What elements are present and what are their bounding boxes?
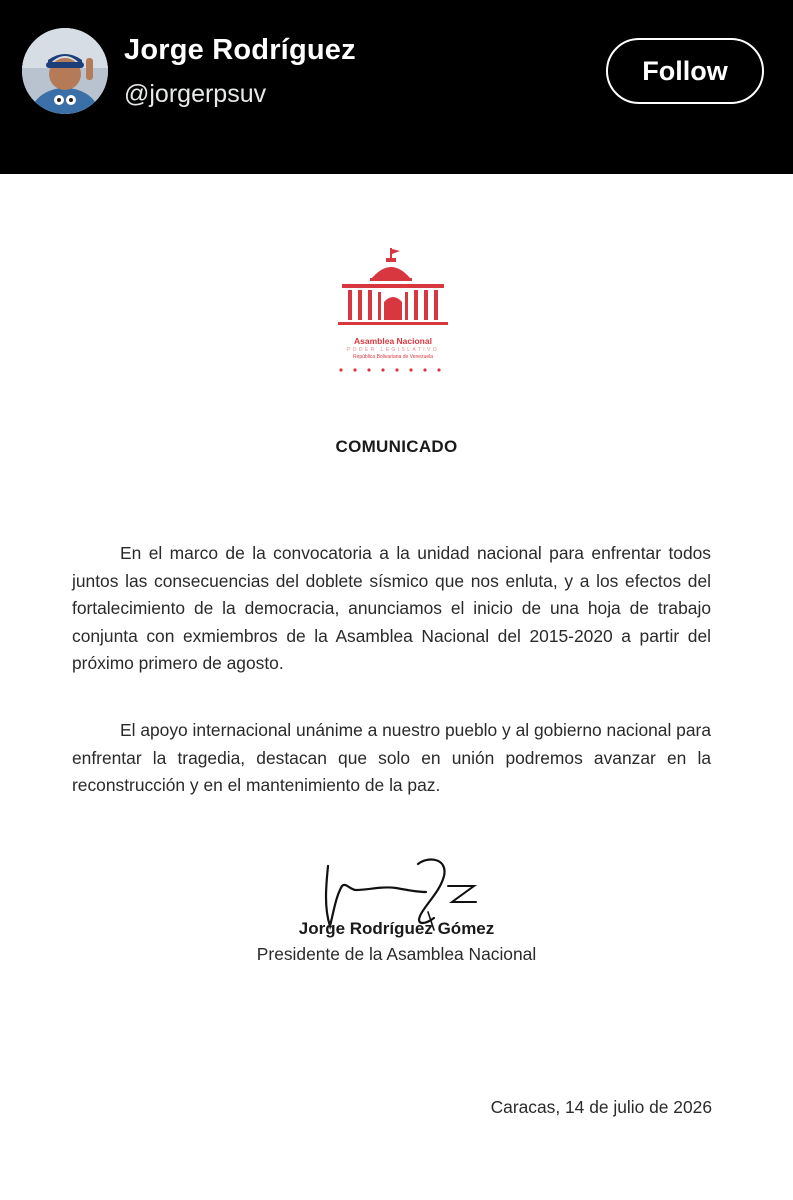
logo-subtitle: PODER LEGISLATIVO bbox=[346, 347, 440, 353]
logo-country: República Bolivariana de Venezuela bbox=[352, 354, 434, 360]
user-handle[interactable]: @jorgerpsuv bbox=[124, 80, 267, 108]
stars-row-icon bbox=[335, 367, 451, 373]
display-name[interactable]: Jorge Rodríguez bbox=[124, 34, 356, 66]
avatar-photo-icon bbox=[22, 28, 108, 114]
place-date: Caracas, 14 de julio de 2026 bbox=[490, 1097, 712, 1117]
paragraph-2: El apoyo internacional unánime a nuestro pueblo y al gobierno nacional para enfrentar la tragedia, destacan que solo en unión podremos avanzar en la reconstrucción y en el mantenimiento de la paz. bbox=[72, 720, 711, 795]
paragraph-1: En el marco de la convocatoria a la unidad nacional para enfrentar todos juntos las consecuencias del doblete sísmico que nos enluta, y a los efectos del fortalecimiento de la democracia, anunciamos el inicio de una hoja de trabajo conjunta con exmiembros de la Asamblea Nacional del 2015-2020 a partir del próximo primero de agosto. bbox=[72, 543, 711, 673]
avatar[interactable] bbox=[22, 28, 108, 114]
signer-name: Jorge Rodríguez Gómez bbox=[298, 919, 495, 938]
document-title: COMUNICADO bbox=[335, 437, 458, 456]
logo-org-name: Asamblea Nacional bbox=[354, 336, 432, 346]
follow-button[interactable]: Follow bbox=[606, 38, 764, 104]
profile-header bbox=[0, 0, 793, 174]
logo-stars bbox=[335, 360, 451, 366]
signer-role: Presidente de la Asamblea Nacional bbox=[256, 944, 537, 964]
